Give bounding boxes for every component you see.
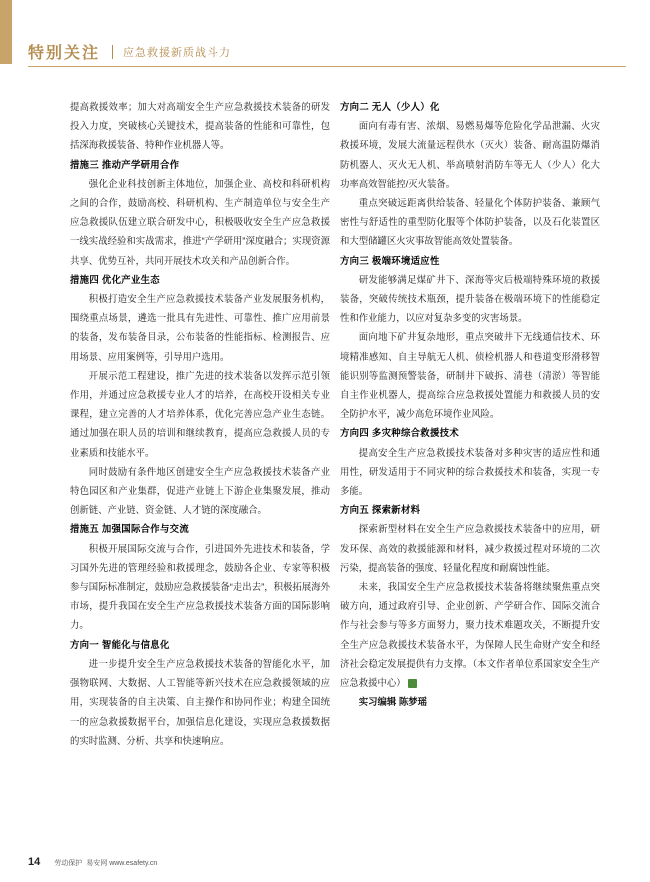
section-heading: 方向五 探索新材料 [340, 504, 421, 516]
footer-site: 易安网 www.esafety.cn [86, 860, 158, 867]
section-heading: 方向一 智能化与信息化 [70, 638, 170, 650]
article-end-mark: 圆 [408, 679, 417, 688]
footer-brand: 劳动保护 [54, 860, 83, 867]
page-footer [28, 856, 157, 868]
header-divider [112, 45, 113, 59]
header-accent-bar [0, 0, 12, 64]
paragraph: 重点突破远距离供给装备、轻量化个体防护装备、兼顾气密性与舒适性的重型防化服等个体防护装备，以及石化装置区和大型储罐区火灾事故智能高效处置装备。 [340, 197, 600, 247]
paragraph: 提高安全生产应急救援技术装备对多种灾害的适应性和通用性，研发适用于不同灾种的综合救援技术和装备，实现一专多能。 [340, 446, 600, 497]
paragraph: 面向地下矿井复杂地形，重点突破井下无线通信技术、环境精准感知、自主导航无人机、侦检机器人和巷道变形滑移智能识别等监测预警装备，研制井下破拆、清巷（清淤）等智能自主作业机器人，提高综合应急救援处置能力和救援人员的安全防护水平，减少高危环境作业风险。 [340, 331, 600, 420]
left-column [70, 97, 330, 750]
editor-credit: 实习编辑 陈梦瑶 [358, 696, 428, 708]
section-heading: 措施三 推动产学研用合作 [70, 158, 180, 170]
page-header [28, 40, 231, 63]
paragraph: 积极开展国际交流与合作，引进国外先进技术和装备，学习国外先进的管理经验和救援理念，鼓励各企业、专家等积极参与国际标准制定，鼓励应急救援装备“走出去”，积极拓展海外市场，提升我国在安全生产应急救援技术装备方面的国际影响力。 [70, 542, 330, 631]
section-heading: 方向四 多灾种综合救援技术 [340, 427, 460, 439]
section-heading: 措施五 加强国际合作与交流 [70, 523, 190, 535]
section-subtitle: 应急救援新质战斗力 [123, 46, 232, 59]
paragraph: 进一步提升安全生产应急救援技术装备的智能化水平，加强物联网、大数据、人工智能等新兴技术在应急救援领域的应用，实现装备的自主决策、自主操作和协同作业；构建全国统一的应急救援数据平台，加强信息化建设，实现应急救援数据的实时监测、分析、共享和快速响应。 [70, 657, 330, 746]
page-number: 14 [28, 856, 41, 868]
right-column [340, 97, 600, 712]
paragraph: 未来，我国安全生产应急救援技术装备将继续聚焦重点突破方向，通过政府引导、企业创新、产学研合作、国际交流合作与社会参与等多方面努力，聚力技术难题攻关，不断提升安全生产应急救援技术装备水平，为保障人民生命财产安全和经济社会稳定发展提供有力支撑。（本文作者单位系国家安全生产应急救援中心） 圆 [340, 581, 600, 689]
section-heading: 措施四 优化产业生态 [70, 273, 160, 285]
section-title: 特别关注 [28, 45, 101, 62]
paragraph: 提高救援效率；加大对高端安全生产应急救援技术装备的研发投入力度，突破核心关键技术，提高装备的性能和可靠性，包括深海救援装备、特种作业机器人等。 [70, 101, 330, 151]
paragraph: 强化企业科技创新主体地位，加强企业、高校和科研机构之间的合作，鼓励高校、科研机构、生产制造单位与安全生产应急救援队伍建立联合研发中心，积极吸收安全生产应急救援一线实战经验和实战需求，推进“产学研用”深度融合；实现资源共享、优势互补，共同开展技术攻关和产品创新合作。 [70, 177, 330, 266]
paragraph: 同时鼓励有条件地区创建安全生产应急救援技术装备产业特色园区和产业集群，促进产业链上下游企业集聚发展，推动创新链、产业链、资金链、人才链的深度融合。 [70, 465, 330, 516]
paragraph: 积极打造安全生产应急救援技术装备产业发展服务机构，围绕重点场景，遴选一批具有先进性、可靠性、推广应用前景的装备，发布装备目录，公布装备的性能指标、检测报告、应用场景、应用案例等，引导用户选用。 [70, 293, 330, 362]
paragraph: 探索新型材料在安全生产应急救援技术装备中的应用，研发环保、高效的救援能源和材料，减少救援过程对环境的二次污染，提高装备的强度、轻量化程度和耐腐蚀性能。 [340, 523, 600, 573]
paragraph: 研发能够满足煤矿井下、深海等灾后极端特殊环境的救援装备，突破传统技术瓶颈，提升装备在极端环境下的性能稳定性和作业能力，以应对复杂多变的灾害场景。 [340, 273, 600, 324]
paragraph: 面向有毒有害、浓烟、易燃易爆等危险化学品泄漏、火灾救援环境，发展大流量远程供水（灭火）装备、耐高温防爆消防机器人、灭火无人机、举高喷射消防车等无人（少人）化大功率高效智能控/灭火装备。 [340, 120, 600, 189]
paragraph: 开展示范工程建设，推广先进的技术装备以发挥示范引领作用，并通过应急救援专业人才的培养，在高校开设相关专业课程，建立完善的人才培养体系，优化完善应急产业生态链。通过加强在职人员的培训和继续教育，提高应急救援人员的专业素质和技能水平。 [70, 369, 330, 458]
section-heading: 方向三 极端环境适应性 [340, 254, 440, 266]
section-heading: 方向二 无人（少人）化 [340, 101, 440, 112]
header-rule [28, 66, 626, 67]
